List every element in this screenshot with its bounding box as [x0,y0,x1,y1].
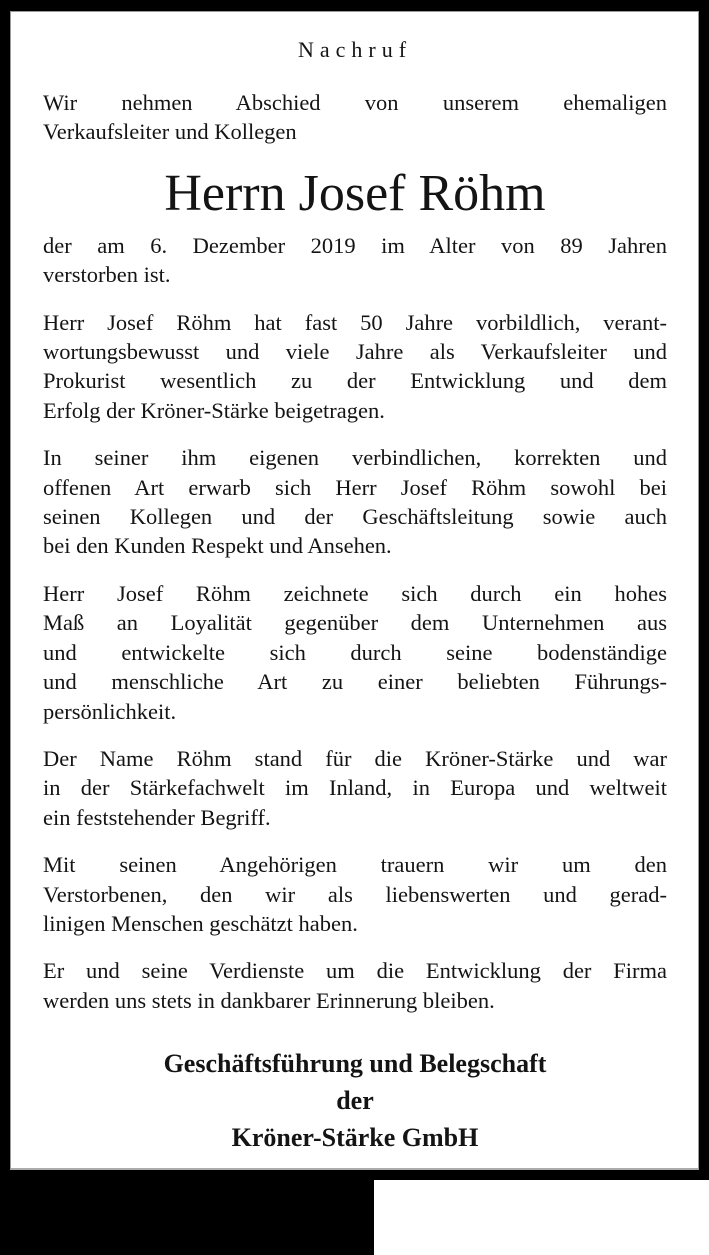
paragraph-6-line: Mit seinen Angehörigen trauern wir um den [43,852,667,878]
paragraph-1-line: verstorben ist. [43,262,171,288]
paragraph-4-line: und menschliche Art zu einer beliebten Führungs- [43,669,667,695]
paragraph-2-line: Herr Josef Röhm hat fast 50 Jahre vorbildlich, verant- [43,309,667,335]
paragraph-2-line: Erfolg der Kröner-Stärke beigetragen. [43,397,385,423]
paragraph-2-line: wortungsbewusst und viele Jahre als Verkaufsleiter und [43,339,667,365]
paragraph-6 [43,850,667,938]
paragraph-6-line: Verstorbenen, den wir als liebenswerten und gerad- [43,881,667,907]
paragraph-4 [43,579,667,726]
signature-line: Geschäftsführung und Belegschaft [163,1049,547,1079]
paragraph-5-line: ein feststehender Begriff. [43,804,271,830]
page-bottom-left-black-area [0,1170,374,1255]
paragraph-7 [43,956,667,1015]
paragraph-7-line: Er und seine Verdienste um die Entwicklung der Firma [43,958,667,984]
paragraph-2 [43,308,667,426]
paragraph-3-line: offenen Art erwarb sich Herr Josef Röhm sowohl bei [43,474,667,500]
paragraph-5 [43,744,667,832]
paragraph-4-line: persönlichkeit. [43,698,177,724]
paragraph-4-line: Maß an Loyalität gegenüber dem Unternehmen aus [43,610,667,636]
intro-line: Wir nehmen Abschied von unserem ehemaligen [43,90,667,115]
paragraph-3-line: In seiner ihm eigenen verbindlichen, korrekten und [43,445,667,471]
paragraph-7-line: werden uns stets in dankbarer Erinnerung bleiben. [43,987,495,1013]
paragraph-5-line: Der Name Röhm stand für die Kröner-Stärke und war [43,745,667,771]
intro-line: Verkaufsleiter und Kollegen [43,119,297,145]
paragraph-3 [43,443,667,561]
paragraph-2-line: Prokurist wesentlich zu der Entwicklung und dem [43,368,667,394]
paragraph-1 [43,231,667,290]
signature-line: der [336,1086,374,1116]
paragraph-1-line: der am 6. Dezember 2019 im Alter von 89 Jahren [43,232,667,258]
page-bottom-right-white-area [374,1180,709,1255]
body-paragraphs [43,231,667,1015]
paragraph-3-line: bei den Kunden Respekt und Ansehen. [43,533,392,559]
paragraph-4-line: und entwickelte sich durch seine bodenständige [43,639,667,665]
intro-paragraph [43,88,667,147]
paragraph-3-line: seinen Kollegen und der Geschäftsleitung sowie auch [43,504,667,530]
paragraph-5-line: in der Stärkefachwelt im Inland, in Europa und weltweit [43,775,667,801]
notice-title: Nachruf [297,37,413,62]
paragraph-4-line: Herr Josef Röhm zeichnete sich durch ein hohes [43,580,667,606]
signature-block [43,1045,667,1156]
paragraph-6-line: linigen Menschen geschätzt haben. [43,910,358,936]
obituary-notice [10,11,699,1170]
deceased-name: Herrn Josef Röhm [164,164,546,222]
signature-line: Kröner-Stärke GmbH [231,1123,479,1153]
